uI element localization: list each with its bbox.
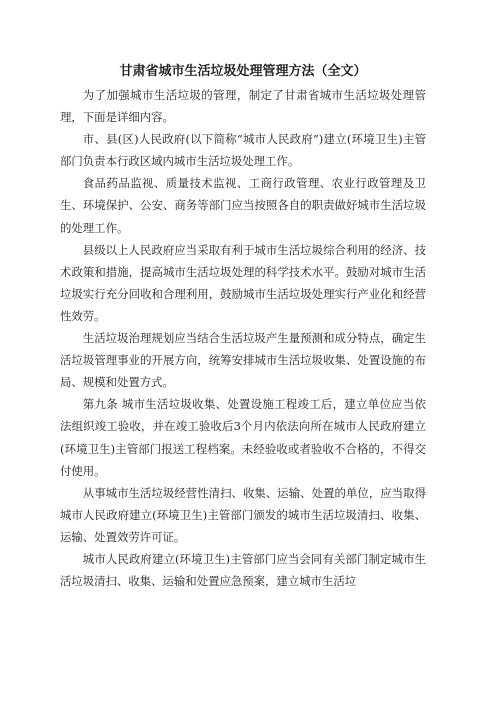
paragraph-purpose: 为了加强城市生活垃圾的管理，制定了甘肃省城市生活垃圾处理管理，下面是详细内容。 [60, 88, 426, 125]
paragraph-policy-measures: 县级以上人民政府应当采取有利于城市生活垃圾综合利用的经济、技术政策和措施，提高城市生活垃圾处理的科学技术水平。鼓励对城市生活垃圾实行充分回收和合理利用，鼓励城市生活垃圾处理实行产业化和经营性效劳。 [60, 242, 426, 323]
paragraph-related-departments: 食品药品监视、质量技术监视、工商行政管理、农业行政管理及卫生、环境保护、公安、商务等部门应当按照各自的职责做好城市生活垃圾的处理工作。 [60, 176, 426, 235]
paragraph-responsible-department: 市、县(区)人民政府(以下简称“城市人民政府”)建立(环境卫生)主管部门负责本行政区域内城市生活垃圾处理工作。 [60, 132, 426, 169]
paragraph-emergency-plan: 城市人民政府建立(环境卫生)主管部门应当会同有关部门制定城市生活垃圾清扫、收集、运输和处置应急预案，建立城市生活垃 [60, 551, 426, 589]
paragraph-article-nine: 第九条 城市生活垃圾收集、处置设施工程竣工后，建立单位应当依法组织竣工验收，并在竣工验收后3个月内依法向所在城市人民政府建立(环境卫生)主管部门报送工程档案。未经验收或者验收不合格的，不得交付使用。 [60, 397, 426, 478]
document-title: 甘肃省城市生活垃圾处理管理方法（全文） [119, 64, 367, 79]
paragraph-service-license: 从事城市生活垃圾经营性清扫、收集、运输、处置的单位，应当取得城市人民政府建立(环境卫生)主管部门颁发的城市生活垃圾清扫、收集、运输、处置效劳许可证。 [60, 485, 426, 544]
paragraph-planning: 生活垃圾治理规划应当结合生活垃圾产生量预测和成分特点，确定生活垃圾管理事业的开展方向，统筹安排城市生活垃圾收集、处置设施的布局、规模和处置方式。 [60, 331, 426, 390]
